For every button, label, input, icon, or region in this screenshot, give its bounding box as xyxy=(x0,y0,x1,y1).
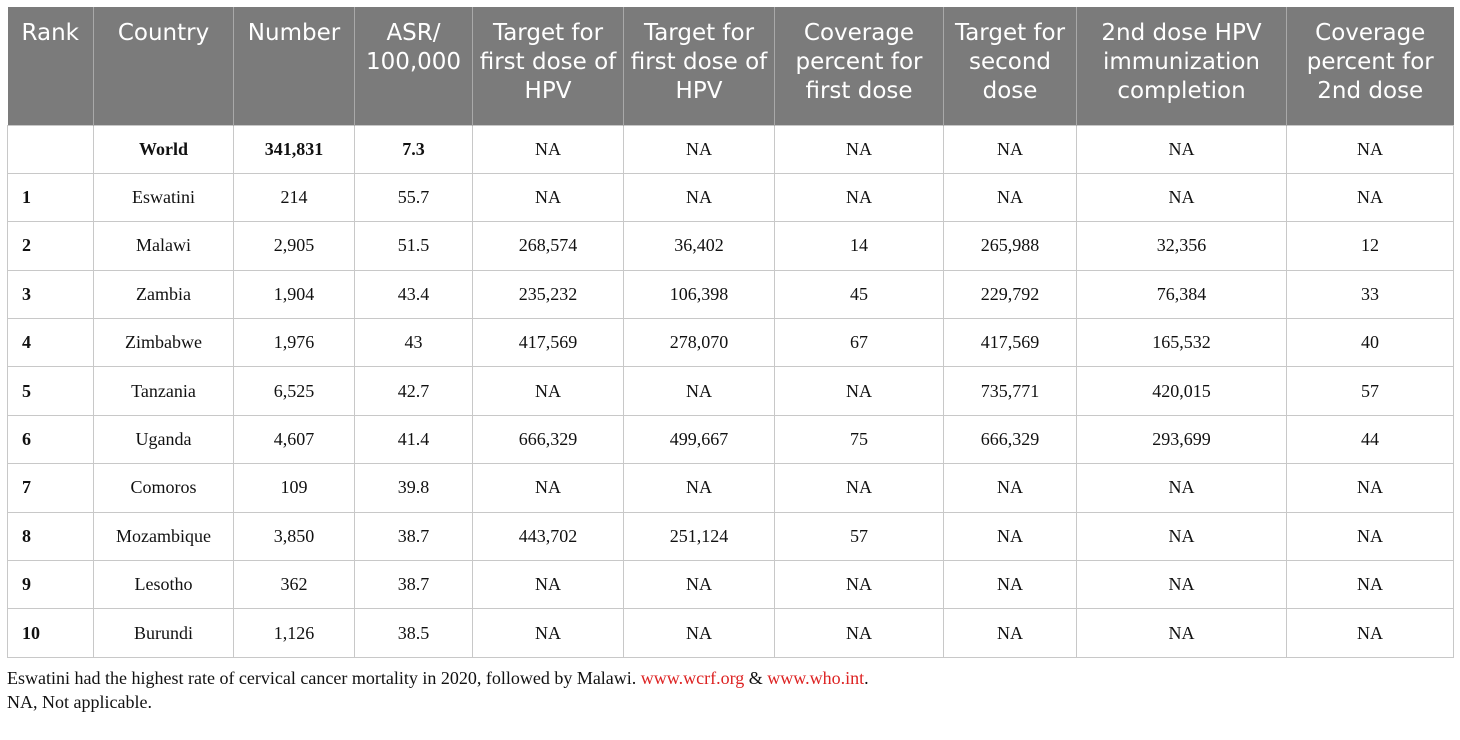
cell-coverage-second-dose: 40 xyxy=(1287,319,1454,367)
cell-target-first-dose-2: 106,398 xyxy=(624,270,775,318)
link-wcrf[interactable]: www.wcrf.org xyxy=(640,667,745,688)
cell-rank: 10 xyxy=(8,609,94,657)
cell-target-second-dose: NA xyxy=(944,512,1077,560)
cell-country: Zambia xyxy=(94,270,234,318)
cell-second-dose-completion: 293,699 xyxy=(1077,415,1287,463)
cell-target-first-dose-2: NA xyxy=(624,609,775,657)
cell-coverage-first-dose: NA xyxy=(775,609,944,657)
cell-coverage-first-dose: 57 xyxy=(775,512,944,560)
cell-country: World xyxy=(94,125,234,173)
cell-target-second-dose: 666,329 xyxy=(944,415,1077,463)
header-coverage-second-dose: Coverage percent for 2nd dose xyxy=(1287,7,1454,125)
cell-second-dose-completion: NA xyxy=(1077,561,1287,609)
world-row xyxy=(8,125,1454,173)
header-country: Country xyxy=(94,7,234,125)
cell-rank: 6 xyxy=(8,415,94,463)
data-table xyxy=(7,7,1454,658)
cell-number: 341,831 xyxy=(234,125,355,173)
cell-coverage-second-dose: 33 xyxy=(1287,270,1454,318)
table-row xyxy=(8,319,1454,367)
cell-coverage-first-dose: NA xyxy=(775,173,944,221)
table-body xyxy=(8,125,1454,657)
cell-asr: 43 xyxy=(355,319,473,367)
cell-coverage-second-dose: NA xyxy=(1287,125,1454,173)
cell-country: Mozambique xyxy=(94,512,234,560)
cell-target-second-dose: 229,792 xyxy=(944,270,1077,318)
table-row xyxy=(8,367,1454,415)
header-row xyxy=(8,7,1454,125)
cell-target-first-dose-2: 36,402 xyxy=(624,222,775,270)
header-asr: ASR/ 100,000 xyxy=(355,7,473,125)
header-second-dose-completion: 2nd dose HPV immunization completion xyxy=(1077,7,1287,125)
header-target-first-dose-2: Target for first dose of HPV xyxy=(624,7,775,125)
cell-target-first-dose-2: NA xyxy=(624,561,775,609)
cell-target-first-dose: NA xyxy=(473,561,624,609)
cell-asr: 39.8 xyxy=(355,464,473,512)
cell-asr: 43.4 xyxy=(355,270,473,318)
cell-coverage-second-dose: NA xyxy=(1287,561,1454,609)
cell-coverage-first-dose: 14 xyxy=(775,222,944,270)
cell-target-second-dose: NA xyxy=(944,561,1077,609)
cell-asr: 38.7 xyxy=(355,512,473,560)
header-coverage-first-dose: Coverage percent for first dose xyxy=(775,7,944,125)
cell-coverage-second-dose: 44 xyxy=(1287,415,1454,463)
cell-country: Burundi xyxy=(94,609,234,657)
cell-target-second-dose: 735,771 xyxy=(944,367,1077,415)
cell-number: 1,976 xyxy=(234,319,355,367)
cell-second-dose-completion: NA xyxy=(1077,609,1287,657)
cell-target-second-dose: 265,988 xyxy=(944,222,1077,270)
cell-rank: 9 xyxy=(8,561,94,609)
cell-target-first-dose: NA xyxy=(473,367,624,415)
header-target-first-dose: Target for first dose of HPV xyxy=(473,7,624,125)
cell-target-first-dose: 443,702 xyxy=(473,512,624,560)
cell-second-dose-completion: 420,015 xyxy=(1077,367,1287,415)
cell-asr: 51.5 xyxy=(355,222,473,270)
cell-rank: 7 xyxy=(8,464,94,512)
cell-second-dose-completion: NA xyxy=(1077,173,1287,221)
cell-number: 2,905 xyxy=(234,222,355,270)
cell-target-first-dose: NA xyxy=(473,125,624,173)
table-row xyxy=(8,173,1454,221)
cell-coverage-first-dose: 67 xyxy=(775,319,944,367)
cell-target-first-dose: NA xyxy=(473,609,624,657)
cell-coverage-first-dose: 45 xyxy=(775,270,944,318)
cell-second-dose-completion: NA xyxy=(1077,125,1287,173)
table-row xyxy=(8,561,1454,609)
footnote-text: Eswatini had the highest rate of cervical cancer mortality in 2020, followed by Malawi. xyxy=(7,667,637,688)
cell-coverage-second-dose: NA xyxy=(1287,512,1454,560)
cell-target-second-dose: 417,569 xyxy=(944,319,1077,367)
cell-number: 109 xyxy=(234,464,355,512)
cell-coverage-first-dose: 75 xyxy=(775,415,944,463)
cell-asr: 7.3 xyxy=(355,125,473,173)
cell-number: 4,607 xyxy=(234,415,355,463)
cell-target-first-dose: 417,569 xyxy=(473,319,624,367)
cell-rank: 2 xyxy=(8,222,94,270)
cell-second-dose-completion: 76,384 xyxy=(1077,270,1287,318)
cell-country: Eswatini xyxy=(94,173,234,221)
cell-asr: 42.7 xyxy=(355,367,473,415)
table-row xyxy=(8,222,1454,270)
header-rank: Rank xyxy=(8,7,94,125)
table-row xyxy=(8,415,1454,463)
cell-target-first-dose-2: NA xyxy=(624,173,775,221)
cell-second-dose-completion: NA xyxy=(1077,464,1287,512)
cell-target-first-dose: NA xyxy=(473,464,624,512)
cell-country: Zimbabwe xyxy=(94,319,234,367)
cell-target-second-dose: NA xyxy=(944,125,1077,173)
cell-rank: 3 xyxy=(8,270,94,318)
cell-coverage-first-dose: NA xyxy=(775,367,944,415)
cell-target-first-dose: 268,574 xyxy=(473,222,624,270)
cell-country: Tanzania xyxy=(94,367,234,415)
cell-second-dose-completion: NA xyxy=(1077,512,1287,560)
cell-target-first-dose: 666,329 xyxy=(473,415,624,463)
cell-number: 362 xyxy=(234,561,355,609)
cell-target-first-dose-2: 251,124 xyxy=(624,512,775,560)
cell-number: 214 xyxy=(234,173,355,221)
table-row xyxy=(8,512,1454,560)
cell-country: Malawi xyxy=(94,222,234,270)
cell-target-first-dose-2: NA xyxy=(624,464,775,512)
footnote-amp: & xyxy=(748,667,763,688)
cell-asr: 55.7 xyxy=(355,173,473,221)
cell-number: 6,525 xyxy=(234,367,355,415)
header-number: Number xyxy=(234,7,355,125)
cell-coverage-second-dose: 12 xyxy=(1287,222,1454,270)
footnote-abbreviation: NA, Not applicable. xyxy=(7,691,152,712)
cell-rank: 5 xyxy=(8,367,94,415)
cell-coverage-second-dose: NA xyxy=(1287,173,1454,221)
cell-number: 1,904 xyxy=(234,270,355,318)
footnote-period: . xyxy=(864,667,869,688)
cell-country: Comoros xyxy=(94,464,234,512)
cell-target-second-dose: NA xyxy=(944,464,1077,512)
cell-target-first-dose-2: 278,070 xyxy=(624,319,775,367)
table-container xyxy=(7,7,1453,714)
table-row xyxy=(8,464,1454,512)
cell-second-dose-completion: 165,532 xyxy=(1077,319,1287,367)
cell-second-dose-completion: 32,356 xyxy=(1077,222,1287,270)
cell-coverage-second-dose: NA xyxy=(1287,464,1454,512)
cell-country: Lesotho xyxy=(94,561,234,609)
table-footnote xyxy=(7,666,1453,714)
cell-target-second-dose: NA xyxy=(944,173,1077,221)
cell-coverage-first-dose: NA xyxy=(775,464,944,512)
link-who[interactable]: www.who.int xyxy=(767,667,865,688)
cell-target-first-dose-2: NA xyxy=(624,367,775,415)
cell-rank: 1 xyxy=(8,173,94,221)
cell-asr: 38.7 xyxy=(355,561,473,609)
cell-target-second-dose: NA xyxy=(944,609,1077,657)
cell-asr: 41.4 xyxy=(355,415,473,463)
cell-rank xyxy=(8,125,94,173)
cell-number: 1,126 xyxy=(234,609,355,657)
cell-coverage-first-dose: NA xyxy=(775,561,944,609)
cell-number: 3,850 xyxy=(234,512,355,560)
cell-country: Uganda xyxy=(94,415,234,463)
cell-coverage-second-dose: NA xyxy=(1287,609,1454,657)
header-target-second-dose: Target for second dose xyxy=(944,7,1077,125)
cell-target-first-dose-2: NA xyxy=(624,125,775,173)
table-row xyxy=(8,609,1454,657)
cell-rank: 8 xyxy=(8,512,94,560)
cell-coverage-first-dose: NA xyxy=(775,125,944,173)
cell-target-first-dose: NA xyxy=(473,173,624,221)
cell-asr: 38.5 xyxy=(355,609,473,657)
cell-rank: 4 xyxy=(8,319,94,367)
table-row xyxy=(8,270,1454,318)
cell-coverage-second-dose: 57 xyxy=(1287,367,1454,415)
footnote-line-1 xyxy=(7,666,1453,690)
cell-target-first-dose: 235,232 xyxy=(473,270,624,318)
cell-target-first-dose-2: 499,667 xyxy=(624,415,775,463)
